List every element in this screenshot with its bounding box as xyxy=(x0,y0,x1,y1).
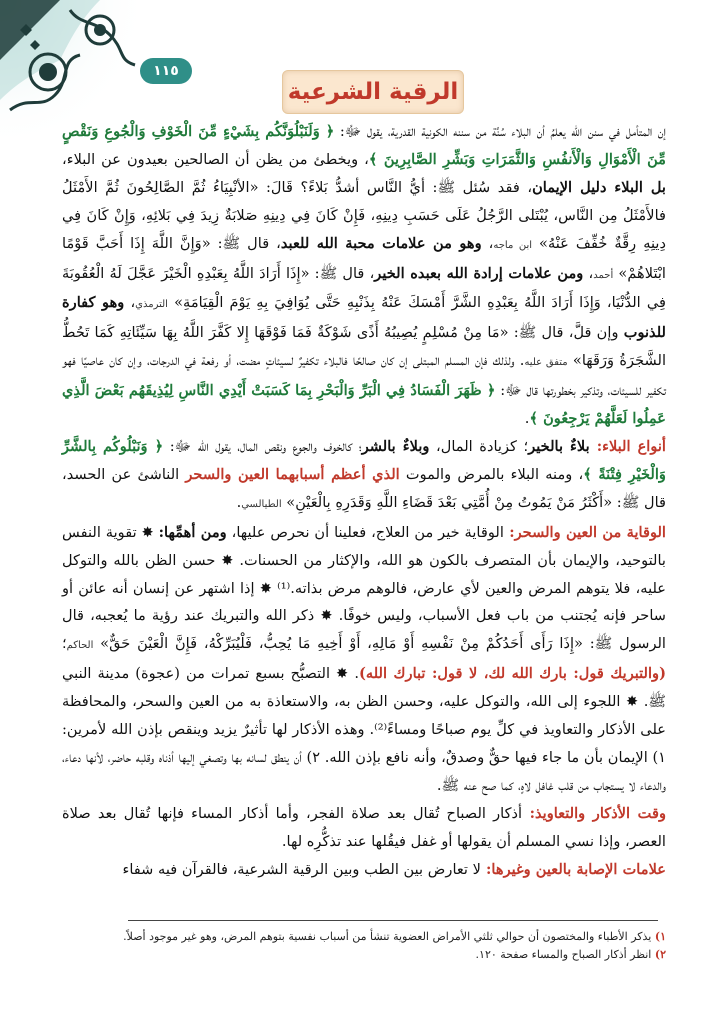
text-segment: ؛ كالخوف والجوع ونقص المال، يقول الله ﷻ: xyxy=(163,437,362,455)
text-segment: . xyxy=(236,493,242,511)
text-segment: ✸ تقوية النفس بالتوحيد، والإيمان بأن المتصرف بالكون هو الله، والإكثار من الحسنات. ✸ حسن الظن بالله والتوكل عليه، فلا يتوهم المرض والعين لأي عارض، فالوهم مرض بذاته.⁽¹⁾ ✸ إذا اشتهر عن إنسان أنه عائن أو ساحر فإنه يُجتنب من باب فعل الأسباب، وليس خوفًا. ✸ ذكر الله والتبريك عند رؤية ما يُعجبه، قال الرسول ﷺ: «إِذَا رَأَى أَحَدُكُمْ مِنْ نَفْسِهِ أَوْ مَالِهِ، أَوْ أَخِيهِ مَا يُحِبُّ، فَلْيُبَرِّكْهُ، فَإِنَّ الْعَيْنَ حَقٌّ» xyxy=(62,523,667,653)
citation: الحاكم xyxy=(66,640,94,652)
text-segment: ، فقد سُئل ﷺ: أيُّ النَّاس أشدُّ بَلاءً؟ قَالَ: «الأنْبِيَاءُ ثُمَّ الصَّالِحُونَ ثُمَّ الأَمْثَلُ فالأَمْثَلُ مِن النَّاس، يُبْتَلى الرَّجُلُ عَلَى حَسَبِ دِينِهِ، فَإِنْ كَانَ فِي دِينِهِ صَلابَةٌ زِيدَ فِي بَلائِهِ، وَإِنْ كَانَ فِي دِينِهِ رِقَّةٌ خُفِّفَ عَنْهُ» xyxy=(62,178,666,252)
text-segment: ، xyxy=(481,234,494,252)
text-segment: ، xyxy=(124,294,136,312)
citation: أحمد xyxy=(593,269,614,281)
text-segment: الوقاية خير من العلاج، فعلينا أن نحرص عليها، xyxy=(226,523,504,541)
text-segment: وهو من علامات محبة الله للعبد xyxy=(280,234,482,252)
text-segment: ؛ كزيادة المال، xyxy=(429,437,529,455)
page-number: ١١٥ xyxy=(140,58,192,84)
text-segment: إن المتأمل في سنن الله يعلمُ أن البلاء سُنَّة من سننه الكونية القدرية، يقول ﷻ: xyxy=(334,123,666,140)
text-segment: ومن أهمِّها: xyxy=(158,523,227,541)
text-segment: لا تعارض بين الطب وبين الرقية الشرعية، فالقرآن فيه شفاء xyxy=(122,860,481,878)
citation: ابن ماجه xyxy=(493,239,533,251)
text-segment: ؛ xyxy=(62,635,67,653)
section-heading: الوقاية من العين والسحر: xyxy=(503,523,666,541)
text-segment: ومن علامات إرادة الله بعبده الخير xyxy=(374,264,584,282)
text-segment: الناشئ عن الحسد، قال ﷺ: «أَكْثَرُ مَنْ يَمُوتُ مِنْ أُمَّتِي بَعْدَ قَضَاءِ اللَّهِ وَقَدَرِهِ بِالْعَيْنِ» xyxy=(62,465,666,511)
footnotes xyxy=(62,928,666,964)
text-segment: ، ومنه البلاء بالمرض والموت xyxy=(399,465,584,483)
text-segment: ، قال ﷺ: «إِذَا أَرَادَ اللَّهُ بِعَبْدِهِ الْخَيْرَ عَجَّلَ لَهُ الْعُقُوبَةَ فِي الدُّنْيَا، وَإِذَا أَرَادَ اللَّهُ بِعَبْدِهِ الشَّرَّ أَمْسَكَ عَنْهُ بِذَنْبِهِ حَتَّى يُوَافِيَ بِهِ يَوْمَ الْقِيَامَةِ» xyxy=(62,264,666,312)
paragraph xyxy=(62,433,666,519)
text-segment: بل البلاء دليل الإيمان xyxy=(532,178,666,196)
paragraph xyxy=(62,118,666,433)
footnote-number: ١) xyxy=(654,930,666,943)
footnote xyxy=(62,928,666,946)
text-segment: ، ويخطئ من يظن أن الصالحين بعيدون عن البلاء، xyxy=(62,150,369,168)
text-segment: وإن قلَّ، قال ﷺ: «مَا مِنْ مُسْلِمٍ يُصِيبُهُ أَذًى شَوْكَةٌ فَمَا فَوْقَهَا إِلا كَفَّرَ اللَّهُ بِهَا سَيِّئَاتِهِ كَمَا تَحُطُّ الشَّجَرَةُ وَرَقَهَا» xyxy=(62,324,667,370)
footnote xyxy=(62,946,666,964)
text-segment: وهو كفارة للذنوب xyxy=(62,294,666,342)
text-segment: . ولذلك فإن المسلم المبتلى إن كان صالحًا فالبلاء تكفيرٌ لسيئاتٍ مضت، أو رفعة في الدرجات، وإن كان عاصيًا فهو تكفير للسيئات، وتذكير بخطورتها قال ﷻ: xyxy=(62,352,666,400)
citation: الطيالسي xyxy=(241,498,282,510)
section-heading: (والتبريك قول: بارك الله لك، لا قول: تبارك الله) xyxy=(358,665,667,683)
section-heading: الذي أعظم أسبابهما العين والسحر xyxy=(185,465,400,483)
footnote-text: انظر أذكار الصباح والمساء صفحة ١٢٠. xyxy=(475,948,655,961)
text-segment: أذكار الصباح تُقال بعد صلاة الفجر، وأما أذكار المساء فإنها تُقال بعد صلاة العصر، وإذا نسي المسلم أن يقولها أو غفل فيقُلها عند تذكُّرِه لها. xyxy=(62,804,666,850)
footnote-number: ٢) xyxy=(654,948,666,961)
quran-verse: ﴿ وَنَبْلُوكُم بِالشَّرِّ وَالْخَيْرِ فِتْنَةً ﴾ xyxy=(62,437,666,483)
text-segment: . xyxy=(524,410,530,428)
footnote-divider xyxy=(128,920,658,921)
section-heading: أنواع البلاء: xyxy=(589,437,666,455)
text-segment: وبلاءٌ بالشر xyxy=(361,437,430,455)
page-title: الرقية الشرعية xyxy=(287,79,459,105)
section-heading: علامات الإصابة بالعين وغيرها: xyxy=(480,860,666,878)
quran-verse: ﴿ ظَهَرَ الْفَسَادُ فِي الْبَرِّ وَالْبَحْرِ بِمَا كَسَبَتْ أَيْدِي النَّاسِ لِيُذِيقَهُم بَعْضَ الَّذِي عَمِلُوا لَعَلَّهُمْ يَرْجِعُونَ ﴾ xyxy=(62,382,666,428)
text-segment: ، xyxy=(583,264,594,282)
citation: متفق عليه xyxy=(524,357,568,369)
paragraph xyxy=(62,856,666,884)
section-heading: وقت الأذكار والتعاويذ: xyxy=(522,804,666,822)
quran-verse: ﴿ وَلَنَبْلُوَنَّكُم بِشَيْءٍ مِّنَ الْخَوْفِ وَالْجُوعِ وَنَقْصٍ مِّنَ الْأَمْوَالِ وَالْأَنفُسِ وَالثَّمَرَاتِ وَبَشِّرِ الصَّابِرِينَ ﴾ xyxy=(62,123,666,168)
footnote-text: يذكر الأطباء والمختصون أن حوالي ثلثي الأمراض العضوية تنشأ من أسباب نفسية بتوهم المرض، وهو غير موجود أصلاً. xyxy=(123,930,655,943)
title-box xyxy=(282,70,464,114)
text-segment: . ✸ التصبُّح بسبع تمرات من (عجوة) مدينة النبي ﷺ. ✸ اللجوء إلى الله، والتوكل عليه، وحسن الظن به، والاستعاذة به من العين والسحر، والمحافظة على الأذكار والتعاويذ في كلِّ يوم صباحًا ومساءً⁽²⁾. وهذه الأذكار لها تأثيرٌ يزيد وينقص بإذن الله لأمرين: ١) الإيمان بأن ما جاء فيها حقٌّ وصدقٌ، وأنه نافع بإذن الله. ٢) أن ينطق لسانه بها وتصغي إليها أذناه وقلبه حاضر، لأنها دعاء، والدعاء لا يستجاب من قلب غافل لاهٍ، كما صح عنه ﷺ. xyxy=(62,665,667,794)
text-segment: بلاءٌ بالخير xyxy=(528,437,590,455)
paragraph xyxy=(62,800,666,856)
citation: الترمذي xyxy=(135,299,168,311)
text-segment: ، قال ﷺ: «وَإِنَّ اللَّهَ إِذَا أَحَبَّ قَوْمًا ابْتَلاهُمْ» xyxy=(62,234,666,282)
main-text xyxy=(62,118,666,883)
paragraph xyxy=(62,519,666,800)
